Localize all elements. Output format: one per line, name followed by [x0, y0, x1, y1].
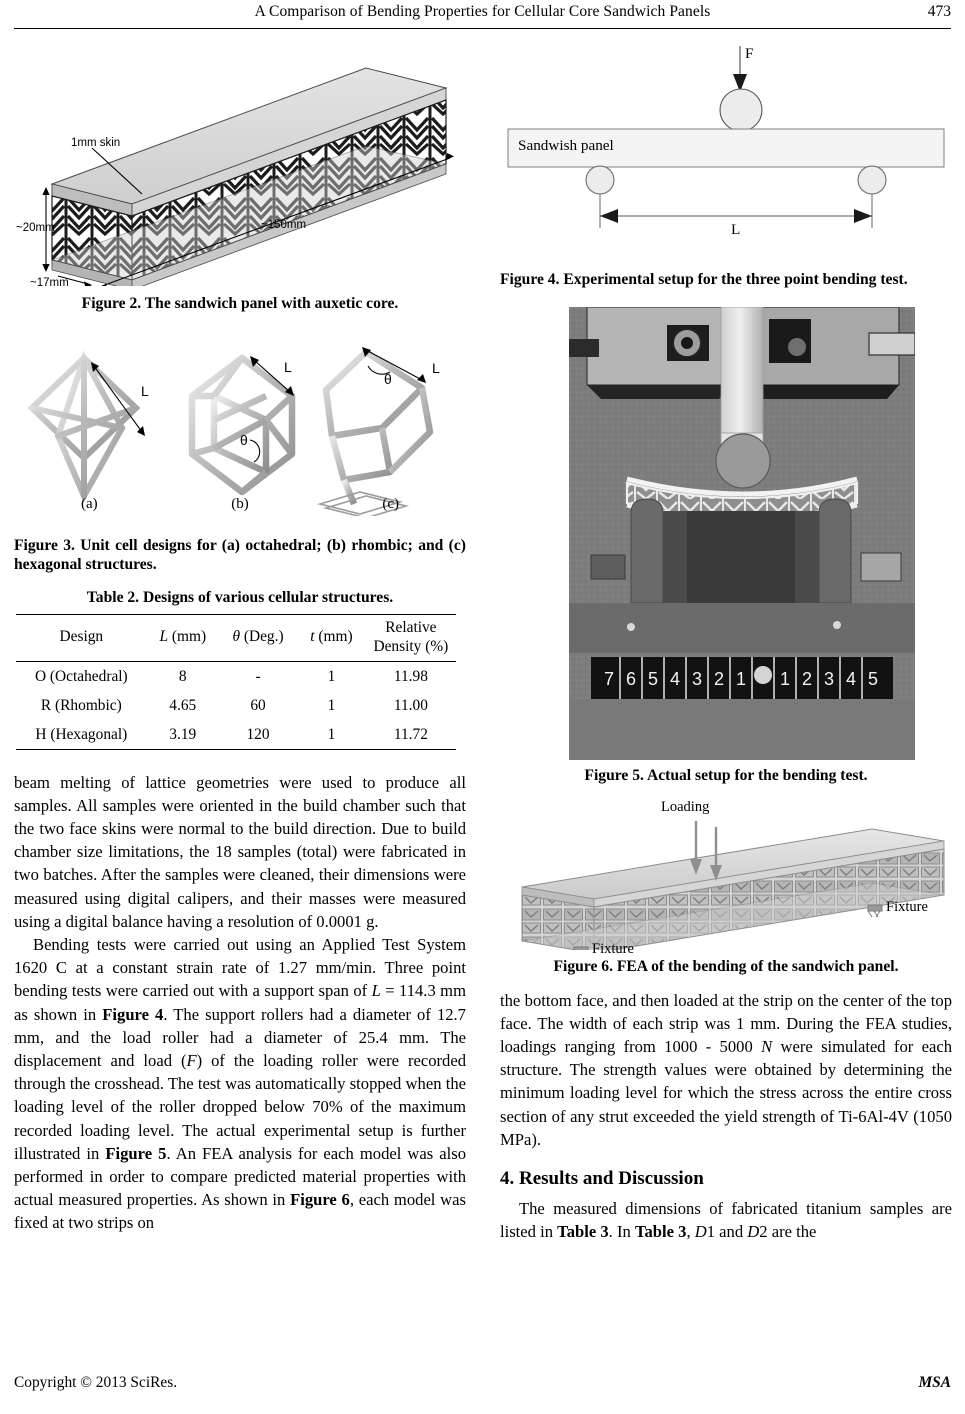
cell-design: R (Rhombic) [40, 696, 122, 714]
right-column-body-2 [500, 1197, 952, 1243]
left-column [14, 36, 466, 1235]
figure-5-caption: Figure 5. Actual setup for the bending test. [584, 766, 868, 784]
r2-seg-c: , [686, 1222, 695, 1242]
p2-seg-c: . The support rollers had a diameter of 12.7 mm, and the load roller had a diameter of 25.4 mm. The displacement and load ( [14, 1004, 466, 1070]
cell-t: 1 [297, 720, 366, 750]
cell-t: 1 [327, 667, 336, 685]
figure-2-caption: Figure 2. The sandwich panel with auxetic core. [81, 295, 399, 312]
paragraph-bending-tests [14, 933, 466, 1235]
page-footer [14, 1374, 951, 1396]
svg-text:7: 7 [603, 668, 615, 689]
r2-symbol-D1: D [694, 1222, 707, 1242]
cell-density: 11.00 [393, 696, 428, 714]
svg-text:5: 5 [647, 668, 659, 689]
cell-t: 1 [327, 696, 336, 714]
bending-test-photograph [569, 307, 915, 760]
fig3-sublabel-a: (a) [81, 495, 98, 512]
p2-symbol-L: L [371, 981, 381, 1001]
fig3-label-b-theta: θ [240, 431, 248, 448]
r1-seg-b: were simulated for each structure. The strength values were obtained by determining the minimum loading level for which the stress across the entire cross section of any strut exceeded the yield strength of Ti-6Al-4V (1050 MPa). [500, 1036, 953, 1149]
th-theta-unit: (Deg.) [240, 628, 284, 645]
svg-text:2: 2 [801, 668, 813, 689]
svg-text:5: 5 [867, 668, 879, 689]
r2-seg-e: are the [767, 1222, 817, 1242]
unit-cell-drawings [14, 336, 466, 516]
table-2-head [16, 614, 456, 661]
figure-3-caption [14, 536, 466, 575]
left-column-body [14, 771, 466, 1235]
svg-text:3: 3 [691, 668, 703, 689]
figure-6-image [500, 795, 952, 955]
r2-seg-a: The measured dimensions of fabricated titanium samples are listed in [500, 1198, 952, 1242]
right-column [500, 36, 952, 1243]
th-thickness [297, 614, 366, 661]
page-number: 473 [927, 3, 951, 20]
right-column-body [500, 989, 952, 1151]
section-heading-results: 4. Results and Discussion [500, 1167, 704, 1189]
cell-design: O (Octahedral) [34, 667, 128, 685]
fig2-label-height: ~20mm [16, 222, 55, 234]
table-row [16, 691, 456, 720]
paragraph-fea-loading [500, 989, 952, 1151]
fig3-label-a-L: L [141, 382, 149, 399]
p2-seg-d: ) of the loading roller were recorded through the crosshead. The test was automatically stopped when the loading level of the roller dropped below 70% of the maximum recorded loading level. The actual experimental setup is further illustrated in [14, 1050, 466, 1163]
figure-3-image [14, 336, 466, 522]
cell-density: 11.72 [366, 720, 456, 750]
table-row [16, 661, 456, 691]
svg-text:1: 1 [779, 668, 791, 689]
r2-seg-b: . In [608, 1222, 635, 1242]
svg-text:3: 3 [823, 668, 835, 689]
r2-symbol-D2: D [747, 1222, 760, 1242]
sandwich-panel-drawing [14, 36, 466, 286]
figure-2-image [14, 36, 466, 288]
fig2-label-skin: 1mm skin [71, 137, 121, 149]
ref-figure-4: Figure 4 [102, 1004, 164, 1024]
r2-symbol-D1-num: 1 [706, 1222, 716, 1242]
figure-4-image [500, 36, 952, 264]
th-theta [219, 614, 297, 661]
th-theta-symbol: θ [232, 628, 240, 645]
table-header-row [16, 614, 456, 661]
cell-density: 11.98 [393, 667, 428, 685]
th-length-symbol: L [159, 628, 169, 645]
fig6-label-fixture-left: Fixture [592, 941, 634, 957]
cell-L: 3.19 [147, 720, 219, 750]
figure-6-caption: Figure 6. FEA of the bending of the sandwich panel. [553, 958, 899, 975]
fig4-label-panel: Sandwish panel [518, 137, 614, 154]
cell-theta: - [255, 667, 261, 685]
header-rule [14, 28, 951, 29]
figure-3-caption-line1: Figure 3. Unit cell designs for (a) octahedral; (b) rhombic; [14, 536, 413, 554]
th-thickness-unit: (mm) [314, 628, 353, 645]
table-2 [14, 614, 466, 750]
copyright-notice: Copyright © 2013 SciRes. [14, 1374, 178, 1391]
p2-symbol-F: F [186, 1050, 197, 1070]
svg-text:4: 4 [845, 668, 857, 689]
cell-L: 8 [178, 667, 187, 685]
cell-theta: 120 [219, 720, 297, 750]
p2-seg-b: = 114.3 mm as shown in [14, 981, 466, 1024]
figure-5-image [500, 307, 952, 762]
table-row [16, 720, 456, 750]
th-design: Design [16, 614, 147, 661]
fig3-label-c-theta: θ [384, 370, 392, 387]
cell-theta: 60 [250, 696, 266, 714]
paragraph-continued: beam melting of lattice geometries were used to produce all samples. All samples were oriented in the build chamber such that the two face skins were normal to the build direction. Due to build chamber size limitations, the 18 samples (total) were fabricated in two batches. After the samples were cleaned, their dimensions were measured using digital calipers, and their masses were measured using a digital balance having a resolution of 0.0001 g. [14, 772, 466, 931]
r1-seg-a: the bottom face, and then loaded at the strip on the center of the top face. The width of each strip was 1 mm. During the FEA studies, loadings ranging from 1000 - 5000 [500, 990, 952, 1056]
svg-text:1: 1 [735, 668, 747, 689]
cell-L: 4.65 [169, 696, 197, 714]
ref-figure-6: Figure 6 [290, 1190, 350, 1210]
fea-sandwich-panel-drawing [500, 795, 952, 950]
ref-figure-5: Figure 5 [105, 1143, 167, 1163]
table-2-grid [16, 614, 456, 750]
figure-4-caption-line2: test. [880, 271, 908, 288]
th-thickness-symbol: t [310, 628, 315, 645]
th-relative-density-line1: Relative [385, 618, 437, 636]
photo-content [569, 307, 915, 760]
fig2-label-length: ~150mm [261, 219, 307, 231]
fig3-sublabel-b: (b) [231, 495, 249, 512]
fig4-label-force: F [745, 45, 754, 62]
journal-abbreviation: MSA [918, 1374, 951, 1391]
th-relative-density [366, 614, 456, 661]
fig2-label-width: ~17mm [30, 277, 69, 289]
fig4-label-span: L [731, 221, 741, 238]
fig3-sublabels [14, 496, 466, 513]
th-relative-density-line2: Density (%) [373, 637, 449, 655]
cell-design: H (Hexagonal) [16, 720, 147, 750]
table-2-body [16, 661, 456, 749]
fig3-label-b-L: L [284, 358, 292, 375]
table-2-title: Table 2. Designs of various cellular structures. [86, 588, 394, 606]
th-length-unit: (mm) [168, 628, 207, 645]
svg-text:6: 6 [625, 668, 637, 689]
p2-seg-f: , each model was fixed at two strips on [14, 1190, 466, 1233]
r2-seg-d: and [715, 1222, 748, 1242]
r1-symbol-N: N [761, 1036, 773, 1056]
fig6-label-fixture-right: Fixture [886, 899, 928, 915]
fig3-sublabel-c: (c) [382, 495, 399, 512]
fig3-label-c-L: L [432, 359, 440, 376]
figure-3-caption-line2: and (c) hexagonal structures. [14, 536, 466, 573]
running-title: A Comparison of Bending Properties for Cellular Core Sandwich Panels [254, 3, 711, 20]
svg-text:2: 2 [713, 668, 725, 689]
running-head [0, 0, 965, 30]
svg-text:4: 4 [669, 668, 681, 689]
fig6-label-loading: Loading [661, 799, 710, 815]
ref-table-3-first: Table 3 [557, 1222, 609, 1242]
p2-seg-a: Bending tests were carried out using an Applied Test System 1620 C at a constant strain rate of 1.27 mm/min. Three point bending tests were carried out with a support span of [14, 934, 466, 1001]
figure-4-caption [500, 270, 952, 290]
ref-table-3-second: Table 3 [634, 1222, 687, 1242]
r2-symbol-D2-num: 2 [759, 1222, 768, 1242]
figure-4-caption-line1: Figure 4. Experimental setup for the three point bending [500, 271, 877, 288]
paragraph-measured-dimensions [500, 1197, 952, 1243]
th-length [147, 614, 219, 661]
p2-seg-e: . An FEA analysis for each model was also performed in order to compare predicted material properties with actual measured properties. As shown in [14, 1143, 466, 1210]
